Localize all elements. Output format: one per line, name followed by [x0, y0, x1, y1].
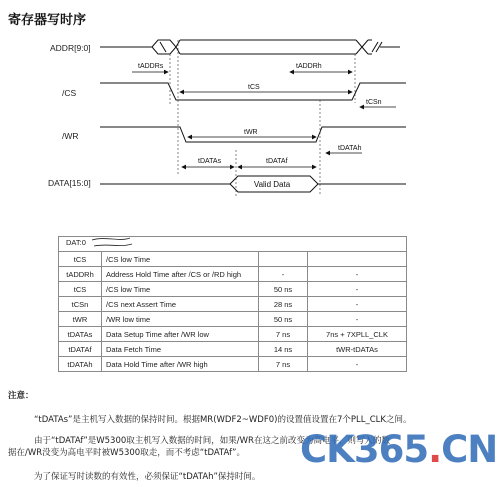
note-line-1: “tDATAs”是主机写入数据的保持时间。根据MR(WDF2~WDF0)的设置值设置在7个PLL_CLK之间。: [34, 415, 412, 425]
label-twr: tWR: [244, 129, 258, 136]
table-row: tADDRh Address Hold Time after /CS or /RD high - -: [59, 267, 407, 282]
watermark-logo: CK365.CN: [300, 428, 497, 471]
table-row: tWR /WR low time 50 ns -: [59, 312, 407, 327]
label-tdataf: tDATAf: [266, 158, 288, 165]
signal-addr: ADDR[9:0]: [50, 43, 91, 53]
table-row: tDATAs Data Setup Time after /WR low 7 ns 7ns + 7XPLL_CLK: [59, 327, 407, 342]
table-header-label: DAT:0: [66, 238, 86, 247]
signal-data: DATA[15:0]: [48, 178, 91, 188]
notes-heading: 注意：: [8, 391, 34, 401]
label-tdatas: tDATAs: [198, 158, 222, 165]
signal-wr: /WR: [62, 131, 79, 141]
table-row: tDATAf Data Fetch Time 14 ns tWR-tDATAs: [59, 342, 407, 357]
label-taddrs: tADDRs: [138, 63, 164, 70]
table-row: tCS /CS low Time 50 ns -: [59, 282, 407, 297]
table-row: tDATAh Data Hold Time after /WR high 7 ns -: [59, 357, 407, 372]
table-row: tCSn /CS next Assert Time 28 ns -: [59, 297, 407, 312]
label-tdatah: tDATAh: [338, 145, 362, 152]
note-line-2b: 据在/WR没变为高电平时被W5300取走，而不考虑“tDATAf”。: [8, 448, 245, 458]
table-row: tCS /CS low Time: [59, 252, 407, 267]
note-line-2a: 由于“tDATAf”是W5300取主机写入数据的时间，如果/WR在这之前改变为高电平，则写入的数: [34, 436, 390, 446]
table-blank-row: [59, 237, 407, 252]
valid-data-label: Valid Data: [253, 180, 291, 189]
note-line-3: 为了保证写时读数的有效性，必须保证“tDATAh”保持时间。: [34, 472, 261, 482]
signal-cs: /CS: [62, 88, 77, 98]
label-tcsn: tCSn: [366, 99, 382, 106]
timing-parameter-table: [58, 236, 407, 372]
label-taddrh: tADDRh: [296, 63, 322, 70]
label-tcs: tCS: [248, 84, 260, 91]
page-title: 寄存器写时序: [8, 13, 87, 28]
